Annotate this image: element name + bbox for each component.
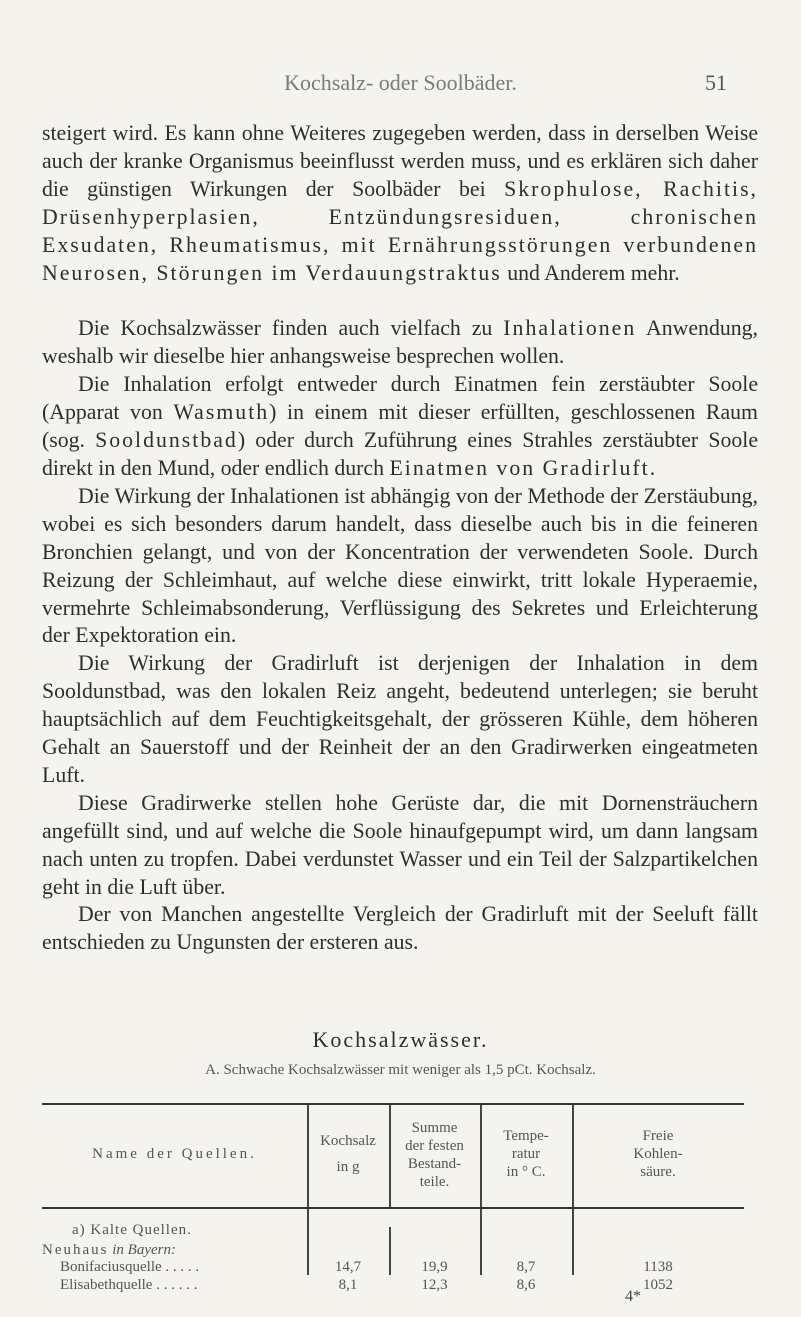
paragraph-3: Die Inhalation erfolgt entweder durch Einatmen fein zerstäubter Soole (Apparat von Wasmuth) in einem mit dieser erfüllten, geschlossenen Raum (sog. Sooldunstbad) oder durch Zuführung eines Strahles zerstäubter Soole direkt in den Mund, oder endlich durch Einatmen von Gradirluft. <box>42 372 758 480</box>
running-header: Kochsalz- oder Soolbäder. <box>284 70 517 95</box>
header-kochsalz: Kochsalz in g <box>320 1133 376 1175</box>
table-cell-temperatur: 8,7 <box>516 1259 536 1275</box>
table-cell-kohlensaeure: 1138 <box>643 1259 673 1275</box>
header-summe: Summe der festen Bestand- teile. <box>405 1120 464 1190</box>
table-cell-kochsalz: 14,7 <box>334 1259 362 1275</box>
table-cell-summe: 19,9 <box>421 1259 448 1275</box>
emphasis-diseases: Skrophulose, Rachitis, Drüsenhyperplasien, Entzündungsresiduen, chronischen Exsudaten, Rheumatismus, mit Ernährungsstörungen verbundenen Neurosen, Störungen im Verdauungstraktus <box>42 176 758 285</box>
paragraph-7: Der von Manchen angestellte Vergleich der Gradirluft mit der Seeluft fällt entschieden zu Ungunsten der ersteren aus. <box>42 902 758 955</box>
table-top-rule <box>42 1103 744 1105</box>
body-text <box>42 120 758 957</box>
paragraph-6: Diese Gradirwerke stellen hohe Gerüste dar, die mit Dornensträuchern angefüllt sind, und auf welche die Soole hinaufgepumpt wird, um dann langsam nach unten zu tropfen. Dabei verdunstet Wasser und ein Teil der Salzpartikelchen geht in die Luft über. <box>42 790 758 899</box>
page-number: 51 <box>705 70 727 95</box>
group-label: a) Kalte Quellen. <box>72 1222 192 1238</box>
emphasis-gradirluft: Einatmen von Gradirluft <box>389 455 650 480</box>
table-row-name: Elisabethquelle . . . . . . <box>60 1277 198 1293</box>
signature-mark: 4* <box>625 1288 641 1305</box>
table-cell-kohlensaeure: 1052 <box>643 1277 673 1293</box>
header-kohlensaeure: Freie Kohlen- säure. <box>633 1128 683 1180</box>
emphasis-sooldunstbad: Sooldunstbad <box>95 428 238 453</box>
place-label: Neuhaus in Bayern: <box>42 1242 176 1258</box>
paragraph-2: Die Kochsalzwässer finden auch vielfach zu Inhalationen Anwendung, weshalb wir dieselbe hier anhangsweise besprechen wollen. <box>42 316 758 369</box>
emphasis-wasmuth: Wasmuth <box>173 400 270 425</box>
table-cell-temperatur: 8,6 <box>516 1277 536 1293</box>
paragraph-1: steigert wird. Es kann ohne Weiteres zugegeben werden, dass in derselben Weise auch der kranke Organismus beeinflusst werden muss, und es erklären sich daher die günstigen Wirkungen der Soolbäder bei Skrophulose, Rachitis, Drüsenhyperplasien, Entzündungsresiduen, chronischen Exsudaten, Rheumatismus, mit Ernährungsstörungen verbundenen Neurosen, Störungen im Verdauungstraktus und Anderem mehr. <box>42 121 758 285</box>
header-temperatur: Tempe- ratur in ° C. <box>503 1128 549 1180</box>
paragraph-5: Die Wirkung der Gradirluft ist derjenigen der Inhalation in dem Sooldunstbad, was den lokalen Reiz angeht, bedeutend unterlegen; sie beruht hauptsächlich auf dem Feuchtigkeitsgehalt, der grösseren Kühle, dem höheren Gehalt an Sauerstoff und der Reinheit der an den Gradirwerken eingeatmeten Luft. <box>42 651 758 787</box>
header-name: Name der Quellen. <box>92 1146 257 1162</box>
table-cell-kochsalz: 8,1 <box>338 1277 358 1293</box>
emphasis-inhalationen: Inhalationen <box>503 316 637 341</box>
section-heading: Kochsalzwässer. <box>312 1027 489 1052</box>
paragraph-4: Die Wirkung der Inhalationen ist abhängig von der Methode der Zerstäubung, wobei es sich besonders darum handelt, dass dieselbe auch bis in die feineren Bronchien gelangt, und von der Koncentration der verwendeten Soole. Durch Reizung der Schleimhaut, auf welche diese einwirkt, tritt lokale Hyperaemie, vermehrte Schleimabsonderung, Verflüssigung des Sekretes und Erleichterung der Expektoration ein. <box>42 483 758 648</box>
table-header-rule <box>42 1207 744 1209</box>
mineral-water-table <box>42 1103 742 1293</box>
section-subheading: A. Schwache Kochsalzwässer mit weniger als 1,5 pCt. Kochsalz. <box>205 1062 596 1078</box>
table-row-name: Bonifaciusquelle . . . . . <box>60 1259 200 1275</box>
table-cell-summe: 12,3 <box>421 1277 448 1293</box>
